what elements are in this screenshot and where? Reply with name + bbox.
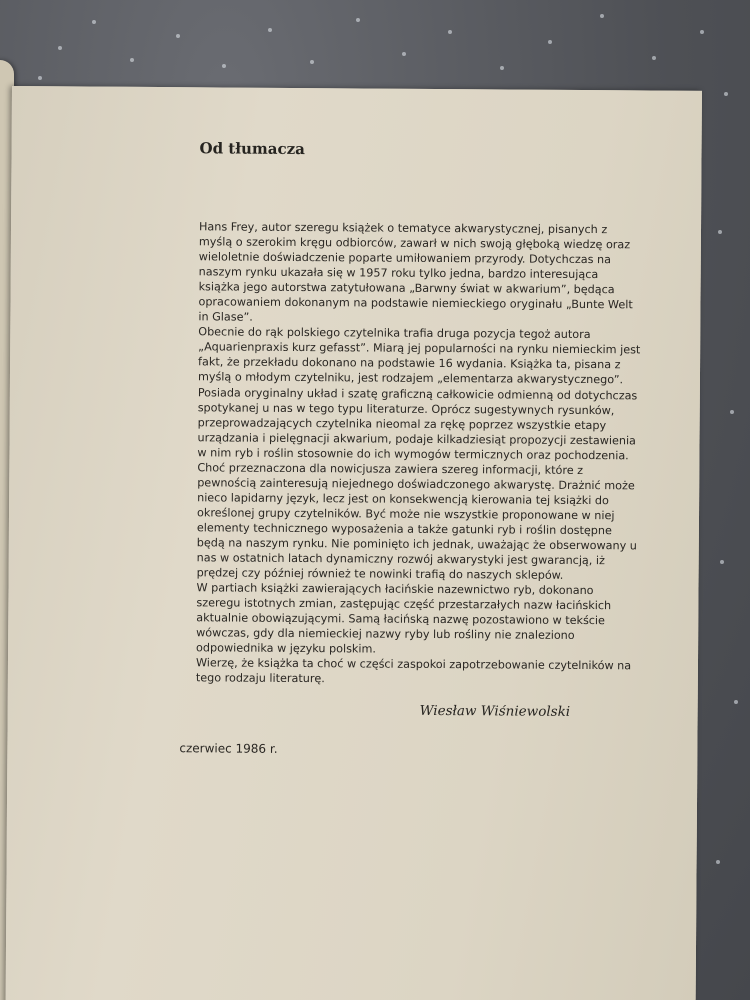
body-text bbox=[196, 219, 642, 689]
page-title: Od tłumacza bbox=[199, 139, 305, 159]
book-page bbox=[6, 86, 702, 1000]
paragraph-4: Wierzę, że książka ta choć w części zaspokoi zapotrzebowanie czytelników na tego rodzaju literaturę. bbox=[195, 656, 632, 686]
paragraph-3: W partiach książki zawierających łacińskie nazewnictwo ryb, dokonano szeregu istotnych zmian, zastępując część przestarzałych nazw łacińskich aktualnie obowiązującymi. Samą łacińską nazwę pozostawiono w tekście wówczas, gdy dla niemieckiej nazwy ryby lub rośliny nie znaleziono odpowiednika w języku polskim. bbox=[196, 581, 612, 656]
paragraph-2: Obecnie do rąk polskiego czytelnika trafia druga pozycja tegoż autora „Aquarienpraxis kurz gefasst”. Miarą jej popularności na rynku niemieckim jest fakt, że przekładu dokonano na podstawie 16 wydania. Książka ta, pisana z myślą o młodym czytelniku, jest rodzajem „elementarza akwarystycznego”. Posiada oryginalny układ i szatę graficzną całkowicie odmienną od dotychczas spotykanej u nas w tego typu literaturze. Oprócz sugestywnych rysunków, przeprowadzających czytelnika nieomal za rękę poprzez wszystkie etapy urządzania i pielęgnacji akwarium, podaje kilkadziesiąt propozycji zestawienia w nim ryb i roślin stosownie do ich wymogów termicznych oraz pochodzenia. Choć przeznaczona dla nowicjusza zawiera szereg informacji, które z pewnością zainteresują niejednego doświadczonego akwarystę. Drażnić może nieco lapidarny język, lecz jest on konsekwencją kierowania tej książki do określonej grupy czytelników. Być może nie wszystkie proponowane w niej elementy technicznego wyposażenia a także gatunki ryb i roślin dostępne będą na naszym rynku. Nie pominięto ich jednak, uważając że obserwowany u nas w ostatnich latach dynamiczny rozwój akwarystyki jest gwarancją, iż prędzej czy później również te nowinki trafią do naszych sklepów. bbox=[196, 325, 641, 582]
paragraph-1: Hans Frey, autor szeregu książek o tematyce akwarystycznej, pisanych z myślą o szerokim kręgu odbiorców, zawarł w nich swoją głęboką wiedzę oraz wieloletnie doświadczenie poparte umiłowaniem przyrody. Dotychczas na naszym rynku ukazała się w 1957 roku tylko jedna, bardzo interesująca książka jego autorstwa zatytułowana „Barwny świat w akwarium”, będąca opracowaniem dokonanym na podstawie niemieckiego oryginału „Bunte Welt in Glase”. bbox=[198, 220, 633, 324]
date-line: czerwiec 1986 r. bbox=[179, 741, 278, 756]
translator-signature: Wiesław Wiśniewolski bbox=[419, 702, 571, 720]
